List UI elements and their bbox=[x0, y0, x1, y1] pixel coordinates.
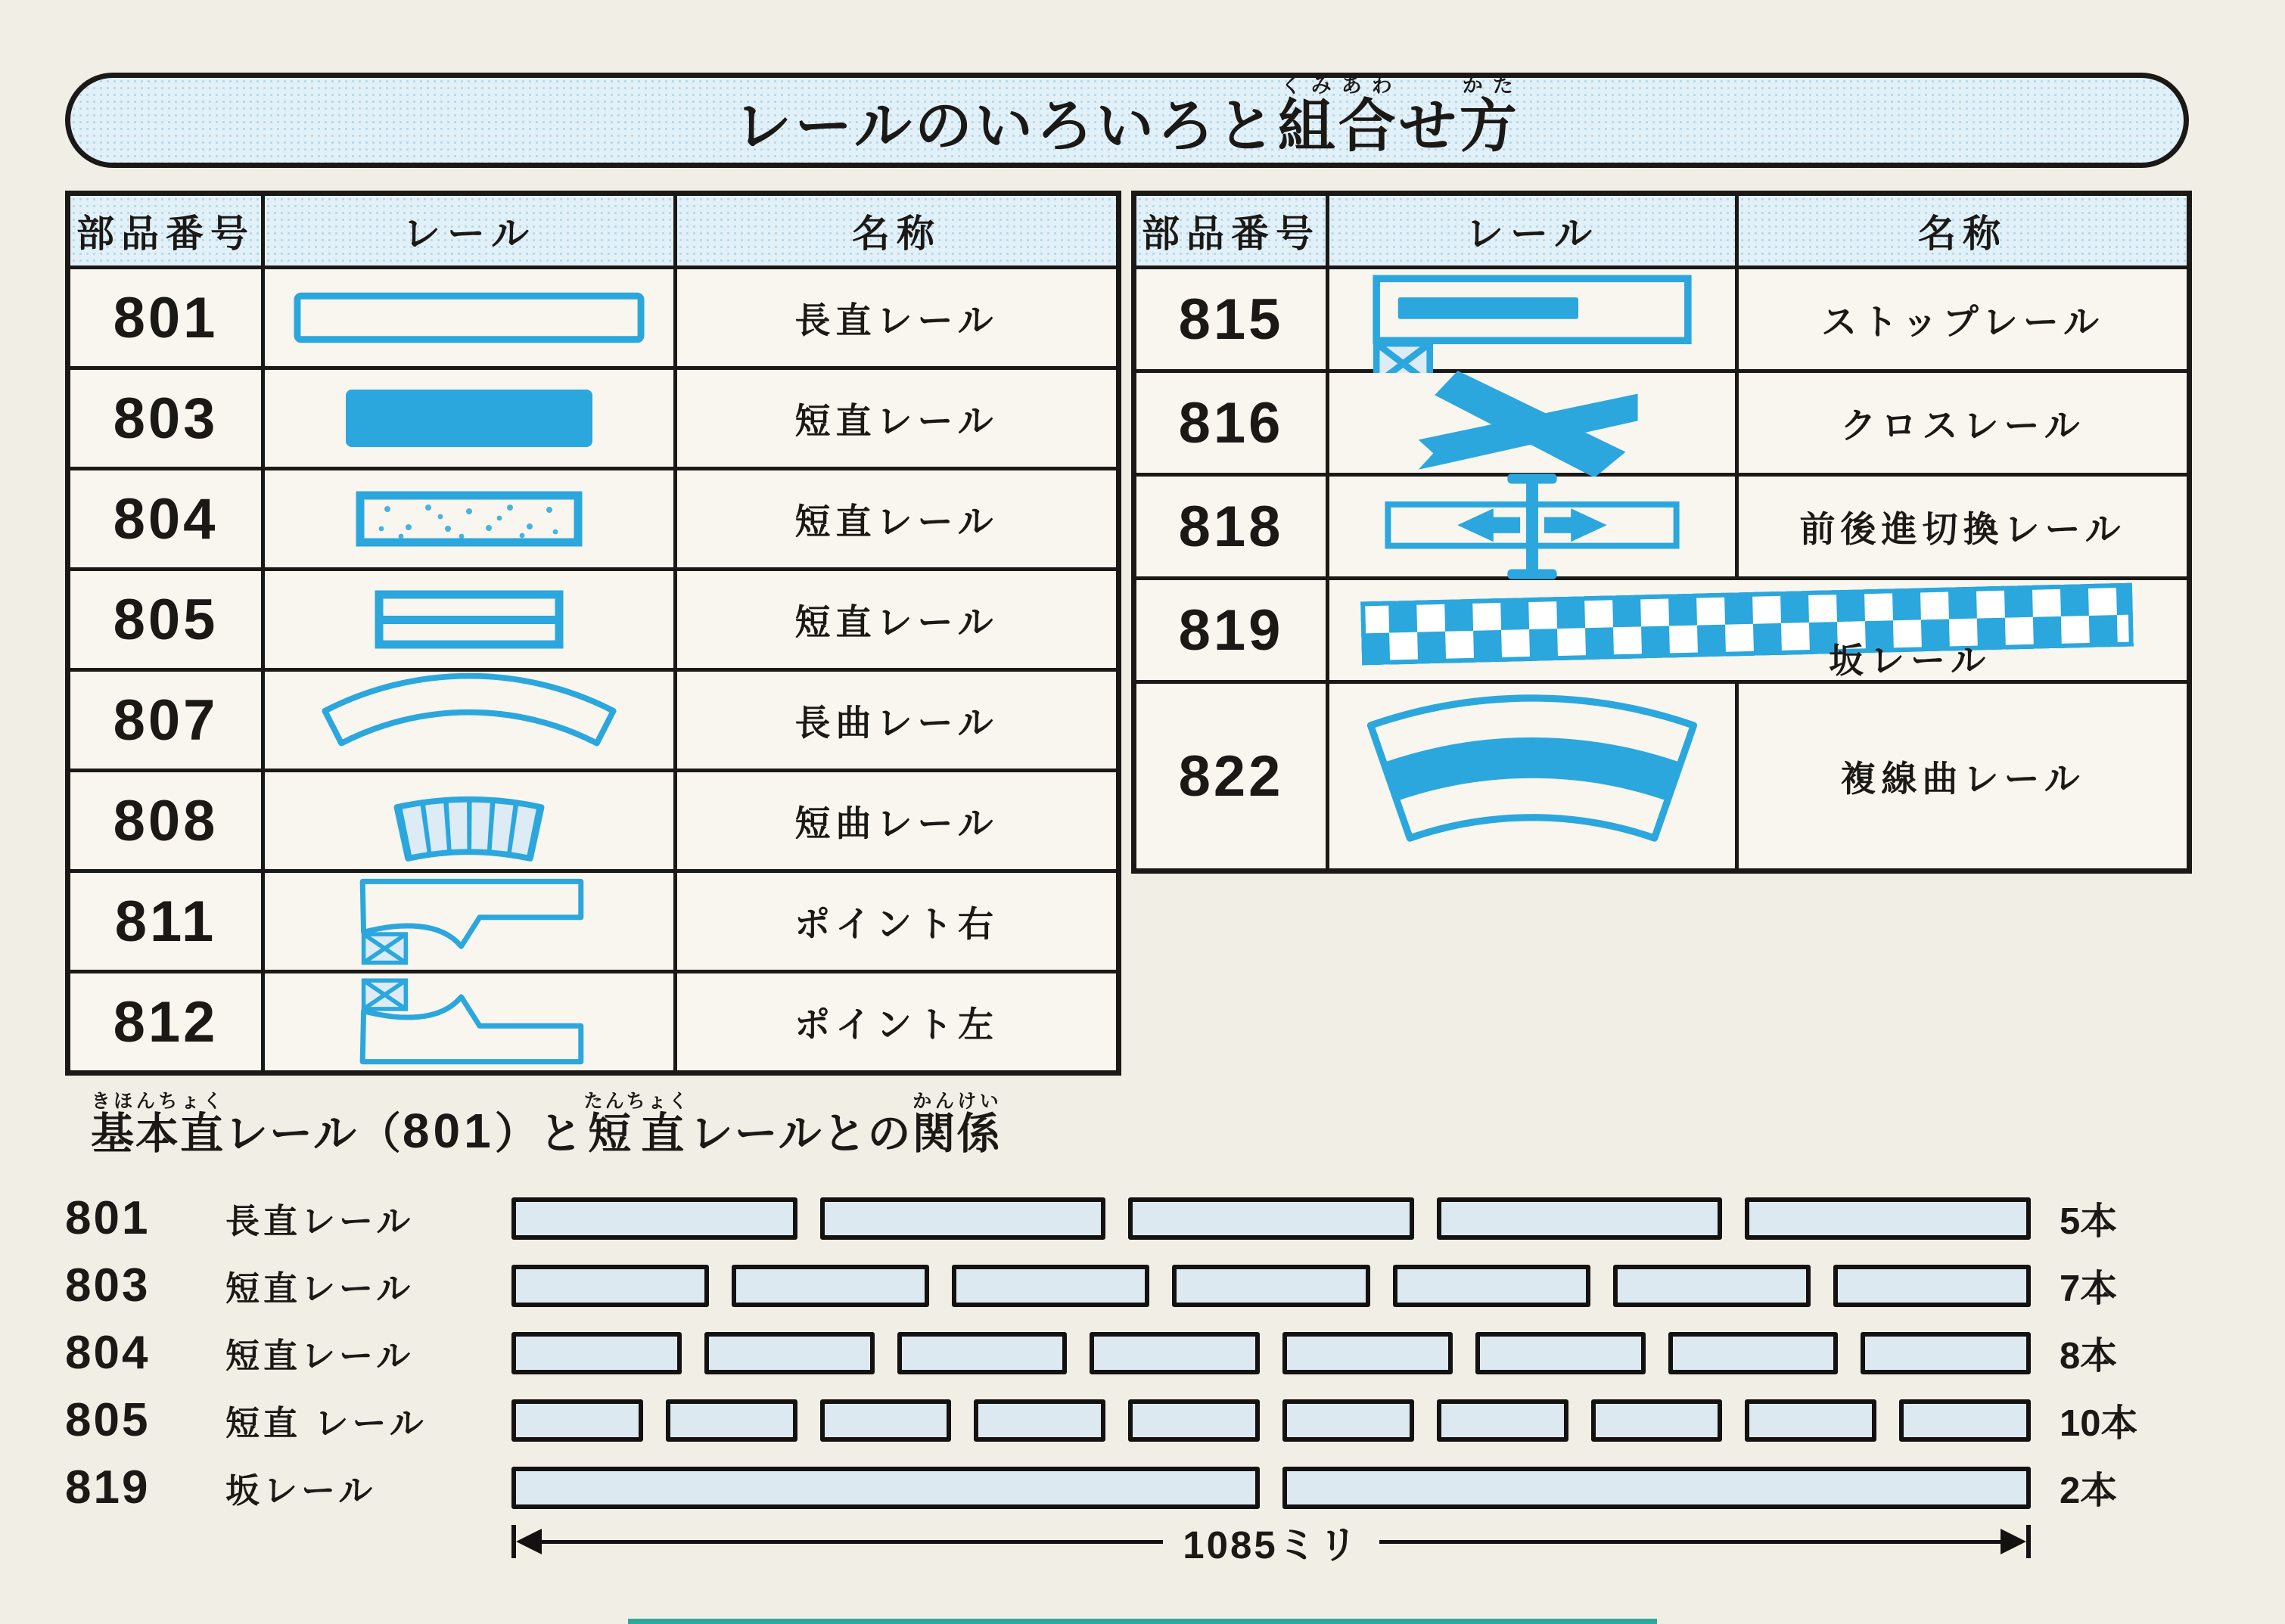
rail-bar bbox=[1745, 1399, 1876, 1442]
dimension-line bbox=[1379, 1540, 2001, 1544]
rail-bar bbox=[897, 1332, 1068, 1374]
rail-bars bbox=[511, 1332, 2031, 1374]
rail-bar bbox=[974, 1399, 1105, 1442]
rail-822-double-track-curve-icon bbox=[1329, 684, 1735, 868]
rail-bar bbox=[1745, 1197, 2031, 1240]
part-number: 803 bbox=[70, 370, 261, 467]
relation-row-819 bbox=[65, 1461, 2259, 1514]
part-number: 816 bbox=[1136, 373, 1326, 473]
scan-edge-strip bbox=[628, 1619, 1657, 1624]
part-number: 818 bbox=[1136, 477, 1326, 576]
title-banner bbox=[65, 73, 2189, 168]
rail-bar bbox=[511, 1399, 643, 1442]
rail-bar bbox=[1172, 1265, 1369, 1307]
count-label: 8本 bbox=[2060, 1335, 2118, 1377]
rail-bar bbox=[1282, 1332, 1453, 1374]
count-label: 10本 bbox=[2060, 1402, 2138, 1444]
title-segment: 組合くみあわ bbox=[1277, 74, 1399, 159]
rail-name: 短直レール bbox=[677, 470, 1116, 567]
rail-bar bbox=[1128, 1197, 1414, 1240]
count-label: 2本 bbox=[2060, 1470, 2118, 1511]
rail-bar bbox=[511, 1197, 797, 1240]
rail-812-point-left-icon bbox=[265, 973, 673, 1070]
count-label: 7本 bbox=[2060, 1268, 2118, 1309]
column-header-part-no: 部品番号 bbox=[1136, 196, 1326, 265]
part-number: 819 bbox=[1136, 580, 1326, 680]
rail-818-direction-switch-icon bbox=[1329, 477, 1735, 576]
title-segment: 方かた bbox=[1459, 74, 1520, 159]
dimension-line bbox=[542, 1540, 1163, 1544]
rail-name: 短直レール bbox=[225, 1337, 415, 1376]
rail-816-cross-icon bbox=[1329, 373, 1735, 473]
rail-bar bbox=[1833, 1265, 2031, 1307]
rail-bar bbox=[1282, 1399, 1414, 1442]
dimension-arrow bbox=[511, 1519, 2031, 1567]
rail-bar bbox=[820, 1399, 952, 1442]
rail-bar bbox=[732, 1265, 929, 1307]
rail-bar bbox=[1437, 1197, 1723, 1240]
rail-bars bbox=[511, 1467, 2031, 1509]
rail-bar bbox=[1437, 1399, 1568, 1442]
rail-name: 前後進切換レール bbox=[1739, 477, 2187, 576]
arrowhead-right-icon bbox=[2001, 1529, 2026, 1554]
rail-bar bbox=[952, 1265, 1149, 1307]
rail-bar bbox=[1861, 1332, 2031, 1374]
part-number: 801 bbox=[70, 269, 261, 366]
column-header-rail: レール bbox=[1329, 196, 1735, 265]
rail-819-slope-icon bbox=[1329, 580, 2187, 680]
relation-heading: 基本直きほんちょく レール（ 801 ）と 短直たんちょく レールとの 関係かんけい bbox=[91, 1091, 1002, 1158]
part-number: 805 bbox=[70, 571, 261, 668]
rail-name: 長直レール bbox=[677, 269, 1116, 366]
relation-row-803 bbox=[65, 1259, 2259, 1312]
rail-bar bbox=[1393, 1265, 1590, 1307]
rail-bar bbox=[1899, 1399, 2031, 1442]
rail-bar bbox=[1282, 1467, 2031, 1509]
rail-815-stop-icon bbox=[1329, 269, 1735, 369]
column-header-part-no: 部品番号 bbox=[70, 196, 261, 265]
part-number: 819 bbox=[65, 1461, 151, 1514]
rail-bar bbox=[511, 1467, 1260, 1509]
slope-rail-strip bbox=[1360, 583, 2134, 666]
part-number: 807 bbox=[70, 672, 261, 769]
rail-name: 複線曲レール bbox=[1739, 684, 2187, 868]
rail-name: 短直レール bbox=[225, 1269, 415, 1309]
rail-name: 短直レール bbox=[677, 370, 1116, 467]
column-header-name: 名称 bbox=[677, 196, 1116, 265]
rail-name: クロスレール bbox=[1739, 373, 2187, 473]
relation-row-804 bbox=[65, 1327, 2259, 1380]
part-number: 801 bbox=[65, 1192, 151, 1245]
rail-bars bbox=[511, 1399, 2031, 1442]
rail-name: ストップレール bbox=[1739, 269, 2187, 369]
rail-name: ポイント左 bbox=[677, 973, 1116, 1070]
column-header-rail: レール bbox=[265, 196, 673, 265]
relation-rows bbox=[65, 1192, 2259, 1514]
rail-name: 短曲レール bbox=[677, 772, 1116, 869]
rail-bar bbox=[820, 1197, 1106, 1240]
rail-804-short-straight-dotted-icon bbox=[265, 470, 673, 567]
part-number: 808 bbox=[70, 772, 261, 869]
rail-bars bbox=[511, 1265, 2031, 1307]
part-number: 804 bbox=[65, 1327, 151, 1380]
part-number: 812 bbox=[70, 973, 261, 1070]
rail-bar bbox=[1613, 1265, 1811, 1307]
rail-bar bbox=[1475, 1332, 1646, 1374]
rail-bar bbox=[1668, 1332, 1839, 1374]
count-label: 5本 bbox=[2060, 1200, 2118, 1242]
dimension-end-tick-right bbox=[2026, 1525, 2031, 1558]
rail-bar bbox=[666, 1399, 797, 1442]
part-number: 805 bbox=[65, 1394, 151, 1447]
title-segment: せ bbox=[1398, 95, 1460, 159]
relation-row-801 bbox=[65, 1192, 2259, 1245]
part-number: 803 bbox=[65, 1259, 151, 1312]
part-number: 815 bbox=[1136, 269, 1326, 369]
rail-808-short-curve-icon bbox=[265, 772, 673, 869]
dimension-label: 1085ミリ bbox=[1183, 1523, 1360, 1567]
rail-name: 長直レール bbox=[225, 1202, 415, 1241]
relation-section bbox=[65, 1091, 2259, 1533]
part-number: 811 bbox=[70, 873, 261, 970]
rail-name: 短直レール bbox=[677, 571, 1116, 668]
title-segment: レールのいろいろと bbox=[734, 95, 1278, 159]
rail-bar bbox=[511, 1332, 682, 1374]
arrowhead-left-icon bbox=[516, 1529, 542, 1554]
rail-801-long-straight-icon bbox=[265, 269, 673, 366]
part-number: 804 bbox=[70, 470, 261, 567]
rail-name: 坂レール bbox=[225, 1471, 377, 1511]
rail-803-short-straight-solid-icon bbox=[265, 370, 673, 467]
rail-bar bbox=[1090, 1332, 1260, 1374]
rail-bar bbox=[1128, 1399, 1260, 1442]
relation-row-805 bbox=[65, 1394, 2259, 1447]
parts-table-right bbox=[1131, 191, 2192, 874]
rail-811-point-right-icon bbox=[265, 873, 673, 970]
column-header-name: 名称 bbox=[1739, 196, 2187, 265]
part-number: 822 bbox=[1136, 684, 1326, 868]
rail-name: 坂レール bbox=[1829, 641, 1992, 680]
parts-table-left bbox=[65, 191, 1121, 1076]
rail-bar bbox=[511, 1265, 709, 1307]
rail-807-long-curve-icon bbox=[265, 672, 673, 769]
rail-bar bbox=[1591, 1399, 1723, 1442]
rail-805-short-straight-striped-icon bbox=[265, 571, 673, 668]
rail-name: 短直 レール bbox=[225, 1404, 427, 1443]
rail-bars bbox=[511, 1197, 2031, 1240]
rail-name: 長曲レール bbox=[677, 672, 1116, 769]
rail-bar bbox=[704, 1332, 875, 1374]
rail-name: ポイント右 bbox=[677, 873, 1116, 970]
